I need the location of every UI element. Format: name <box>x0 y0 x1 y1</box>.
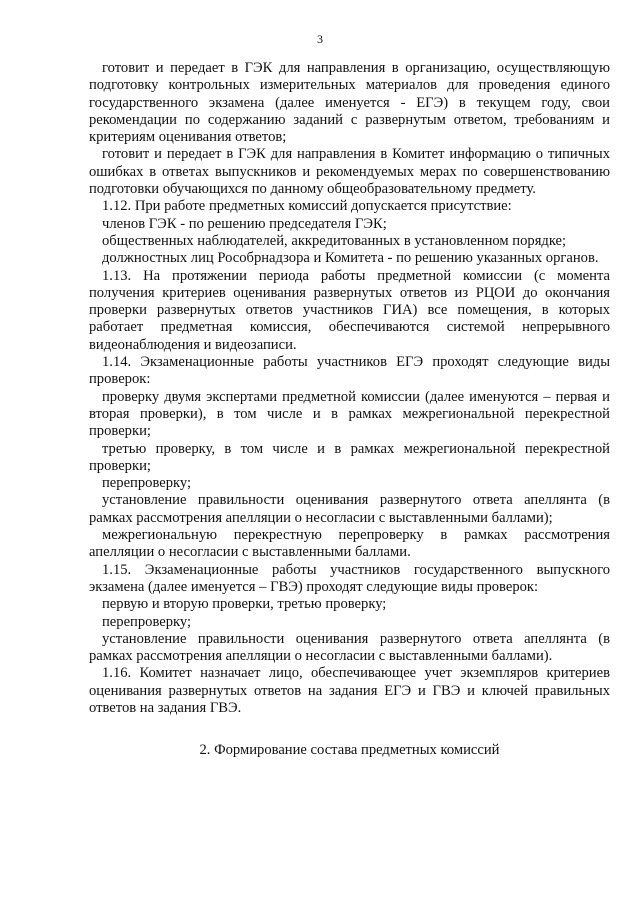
paragraph-1-12: 1.12. При работе предметных комиссий допускается присутствие: <box>102 198 512 215</box>
paragraph: перепроверку; <box>102 613 192 630</box>
paragraph: общественных наблюдателей, аккредитованных в установленном порядке; <box>102 232 567 249</box>
section-heading: 2. Формирование состава предметных комиссий <box>199 742 500 759</box>
paragraph-1-13: 1.13. На протяжении периода работы предметной комиссии (с момента получения критериев оценивания развернутых ответов из РЦОИ до окончания проверки развернутых ответов участников ГИА) все помещения, в которых работает предметная комиссия, обеспечиваются системой непрерывного видеонаблюдения и видеозаписи. <box>89 267 610 353</box>
paragraph-1-14: 1.14. Экзаменационные работы участников ЕГЭ проходят следующие виды проверок: <box>89 354 610 388</box>
paragraph: установление правильности оценивания развернутого ответа апеллянта (в рамках рассмотрения апелляции о несогласии с выставленными баллами). <box>89 630 610 665</box>
paragraph: проверку двумя экспертами предметной комиссии (далее именуются – первая и вторая проверки), в том числе и в рамках межрегиональной перекрестной проверки; <box>89 388 610 440</box>
paragraph: межрегиональную перекрестную перепроверку в рамках рассмотрения апелляции о несогласии с выставленными баллами. <box>89 527 610 561</box>
document-body <box>89 60 610 760</box>
paragraph-1-15: 1.15. Экзаменационные работы участников государственного выпускного экзамена (далее именуется – ГВЭ) проходят следующие виды проверок: <box>89 561 610 595</box>
paragraph-1-16: 1.16. Комитет назначает лицо, обеспечивающее учет экземпляров критериев оценивания развернутых ответов на задания ЕГЭ и ГВЭ и ключей правильных ответов на задания ГВЭ. <box>89 665 610 716</box>
paragraph: готовит и передает в ГЭК для направления в организацию, осуществляющую подготовку контрольных измерительных материалов для проведения единого государственного экзамена (далее именуется - ЕГЭ) в текущем году, свои рекомендации по содержанию заданий с развернутым ответом, требованиям и критериям оценивания ответов; <box>89 60 610 146</box>
page-number: 3 <box>317 32 323 46</box>
paragraph: готовит и передает в ГЭК для направления в Комитет информацию о типичных ошибках в ответах выпускников и рекомендуемых мерах по совершенствованию подготовки обучающихся по данному общеобразовательному предмету. <box>89 146 610 198</box>
paragraph: первую и вторую проверки, третью проверку; <box>102 596 387 613</box>
paragraph: должностных лиц Рособрнадзора и Комитета - по решению указанных органов. <box>102 250 599 267</box>
paragraph: членов ГЭК - по решению председателя ГЭК; <box>102 215 387 232</box>
paragraph: перепроверку; <box>102 475 192 492</box>
paragraph: установление правильности оценивания развернутого ответа апеллянта (в рамках рассмотрения апелляции о несогласии с выставленными баллами); <box>89 492 610 526</box>
paragraph: третью проверку, в том числе и в рамках межрегиональной перекрестной проверки; <box>89 440 610 474</box>
